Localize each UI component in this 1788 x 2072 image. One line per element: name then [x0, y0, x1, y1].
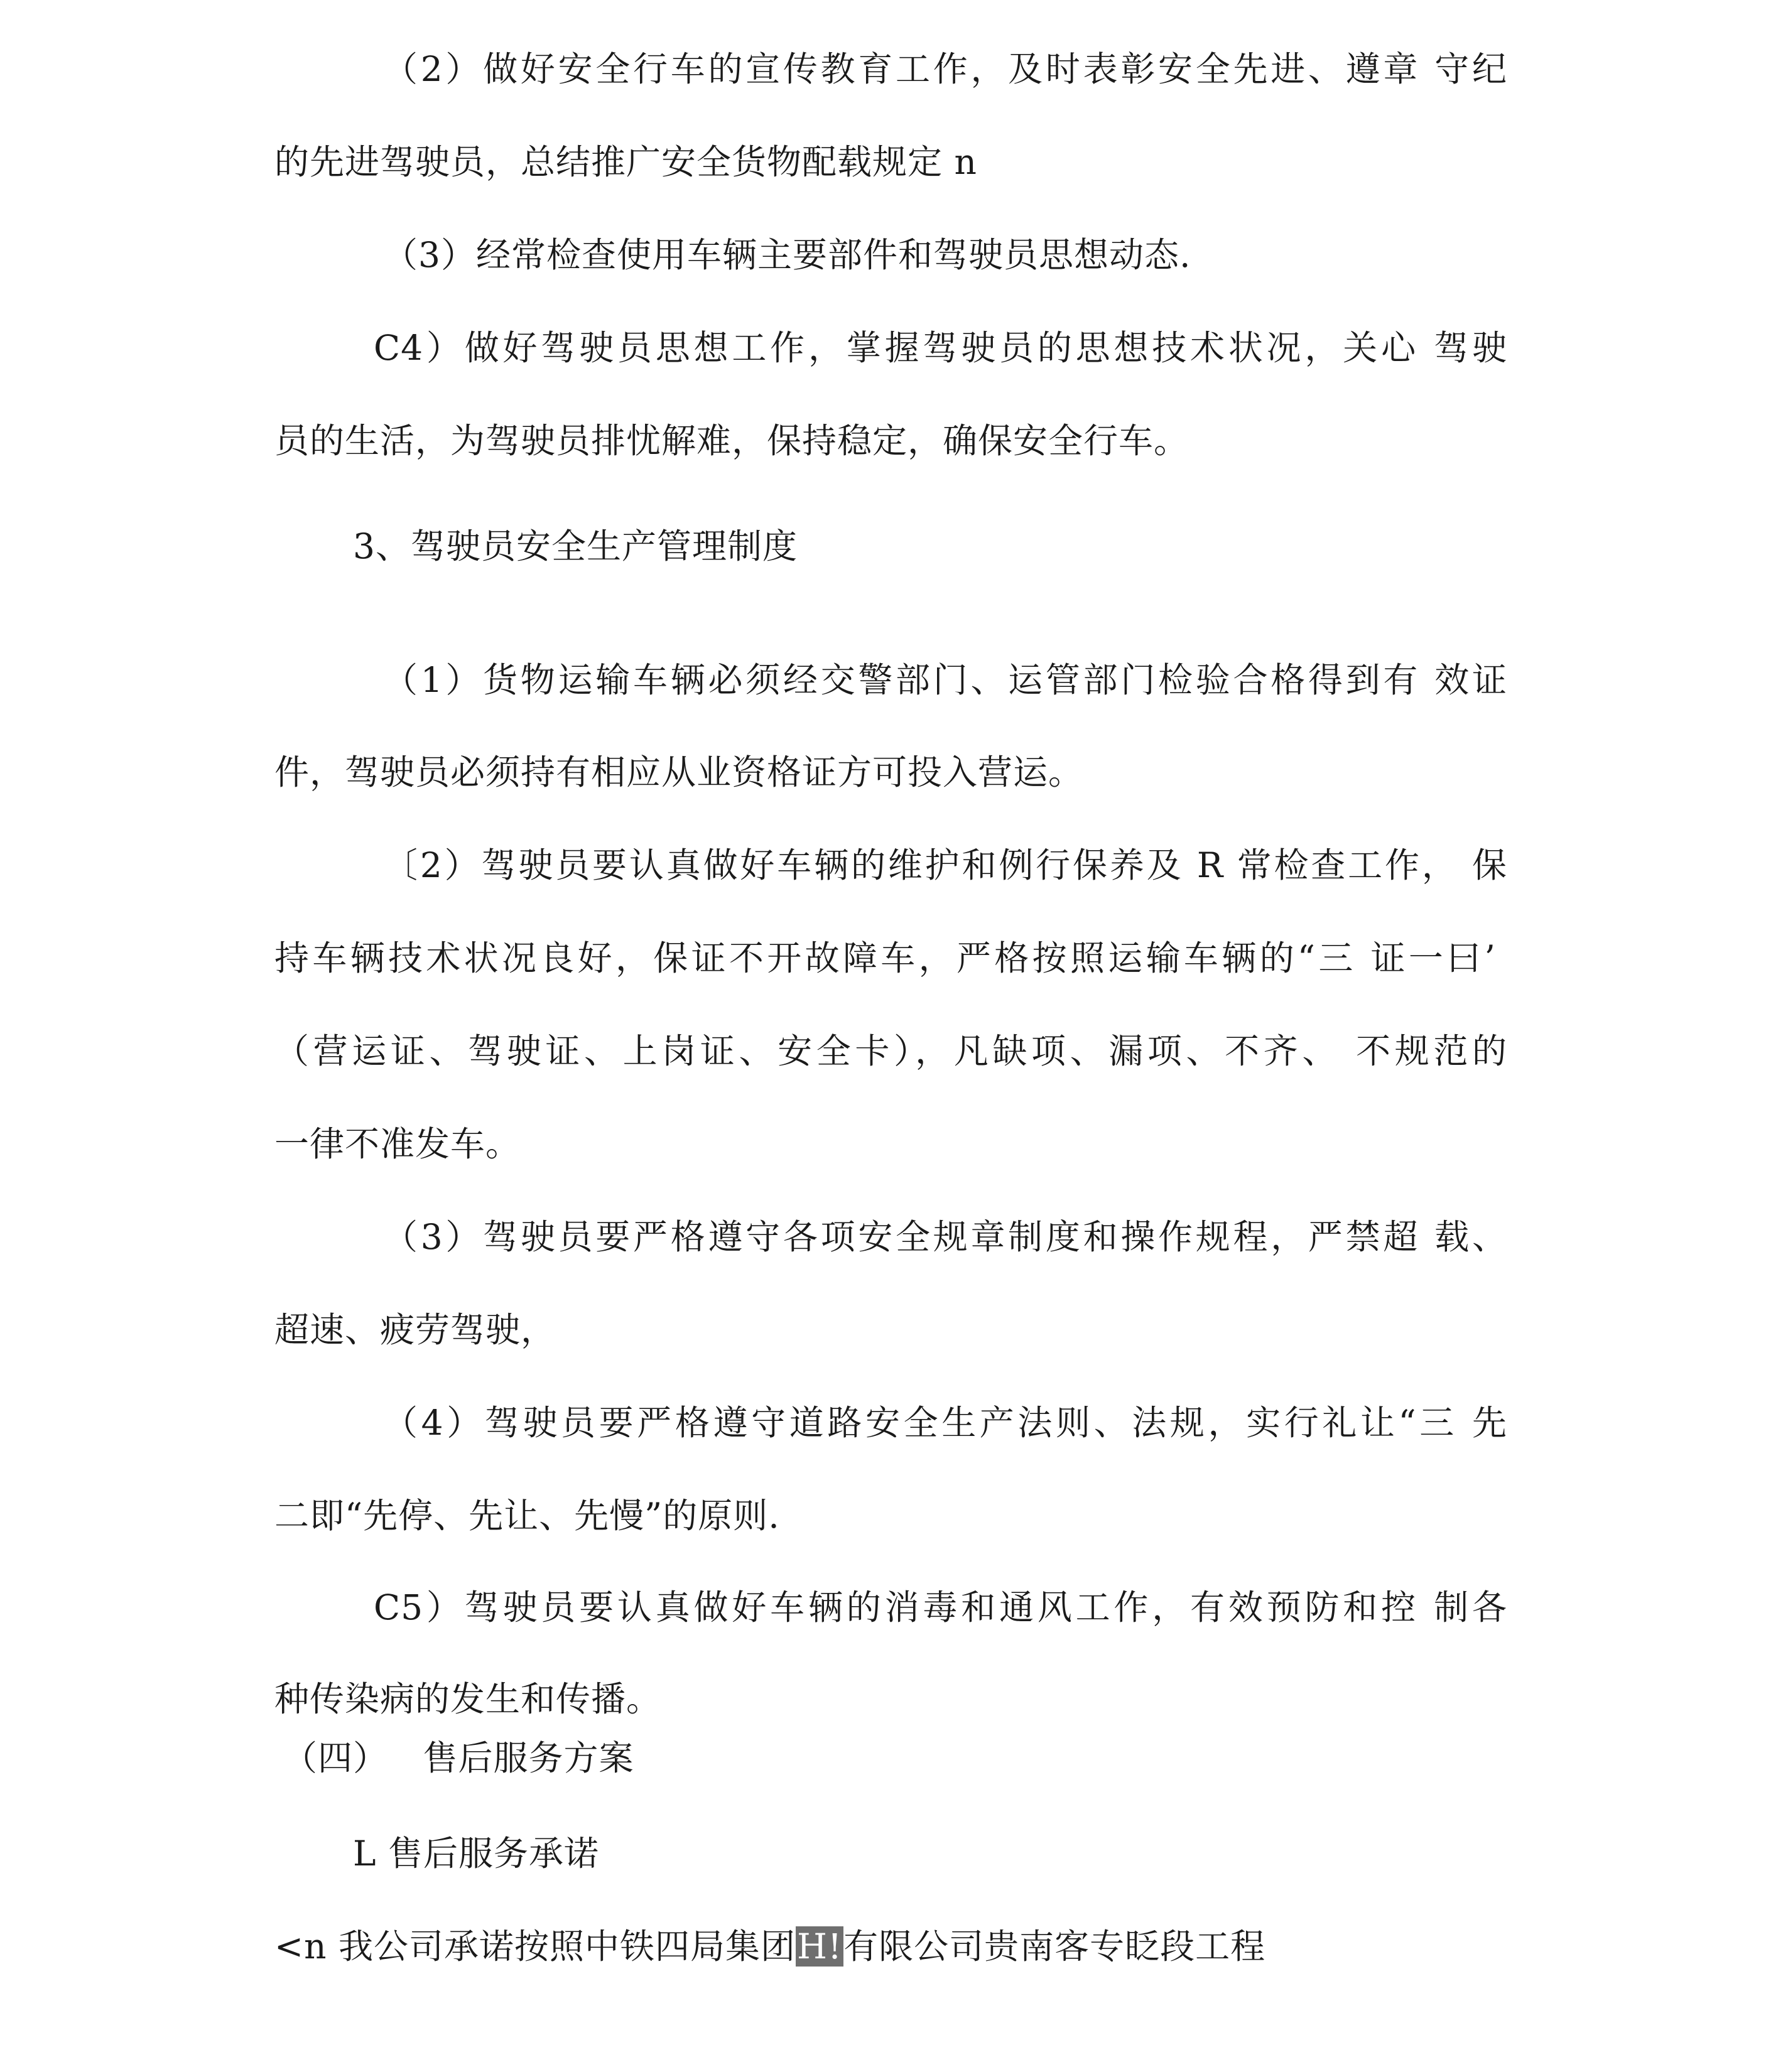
paragraph-3-line-1: （3）经常检查使用车辆主要部件和驾驶员思想动态.	[383, 235, 1191, 275]
commitment-text-prefix: <n 我公司承诺按照中铁四局集团	[274, 1926, 796, 1967]
rule-2-line-2: 持车辆技术状况良好，保证不开故障车，严格按照运输车辆的“三 证一曰’	[274, 938, 1496, 978]
rule-1-line-2: 件，驾驶员必须持有相应从业资格证方可投入营运。	[274, 752, 1084, 792]
rule-2-line-4: 一律不准发车。	[274, 1124, 521, 1164]
commitment-paragraph-line-1	[274, 1921, 1265, 1972]
rule-4-line-1: （4）驾驶员要严格遵守道路安全生产法则、法规，实行礼让“三 先	[383, 1403, 1507, 1443]
rule-3-line-2: 超速、疲劳驾驶，	[274, 1310, 556, 1350]
paragraph-4-line-1: C4）做好驾驶员思想工作，掌握驾驶员的思想技术状况，关心 驾驶	[374, 328, 1507, 368]
rule-5-line-2: 种传染病的发生和传播。	[274, 1679, 662, 1719]
section-heading-4: （四） 售后服务方案	[283, 1738, 634, 1778]
highlighted-text: H!	[797, 1926, 843, 1967]
paragraph-4-line-2: 员的生活，为驾驶员排忧解难，保持稳定，确保安全行车。	[274, 421, 1189, 461]
rule-2-line-1: 〔2）驾驶员要认真做好车辆的维护和例行保养及 R 常检查工作， 保	[383, 845, 1507, 885]
rule-5-line-1: C5）驾驶员要认真做好车辆的消毒和通风工作，有效预防和控 制各	[374, 1587, 1507, 1627]
section-heading-3: 3、驾驶员安全生产管理制度	[353, 526, 798, 566]
paragraph-2-line-1: （2）做好安全行车的宣传教育工作，及时表彰安全先进、遵章 守纪	[383, 49, 1507, 89]
commitment-text-suffix: 有限公司贵南客专眨段工程	[843, 1926, 1266, 1967]
subsection-heading-after-sales-commitment: L 售后服务承诺	[353, 1833, 600, 1874]
rule-3-line-1: （3）驾驶员要严格遵守各项安全规章制度和操作规程，严禁超 载、	[383, 1217, 1507, 1257]
rule-2-line-3: （营运证、驾驶证、上岗证、安全卡），凡缺项、漏项、不齐、 不规范的	[274, 1031, 1507, 1071]
rule-1-line-1: （1）货物运输车辆必须经交警部门、运管部门检验合格得到有 效证	[383, 660, 1507, 700]
rule-4-line-2: 二即“先停、先让、先慢”的原则.	[274, 1496, 780, 1536]
paragraph-2-line-2: 的先进驾驶员，总结推广安全货物配载规定 n	[274, 142, 977, 182]
